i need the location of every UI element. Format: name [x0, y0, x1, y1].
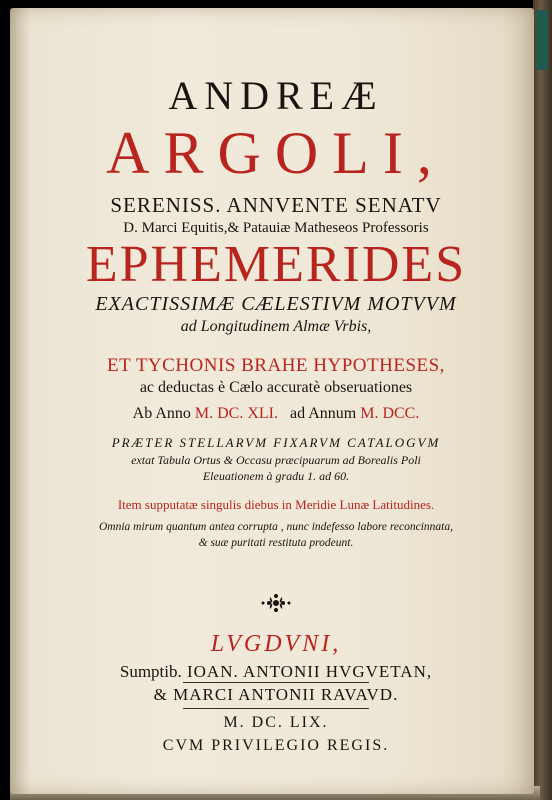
year-range-line	[0, 404, 552, 424]
range-start-year: M. DC. XLI.	[194, 405, 278, 422]
divider-rule-2	[183, 708, 369, 709]
publisher-line-2: & MARCI ANTONII RAVAVD.	[153, 685, 399, 704]
praeter-line-3: Eleuationem à gradu 1. ad 60.	[202, 469, 350, 483]
professor-line: D. Marci Equitis,& Patauiæ Matheseos Professoris	[123, 220, 429, 236]
city-line: LVGDVNI,	[210, 631, 342, 657]
subtitle-line-2: ad Longitudinem Almæ Vrbis,	[180, 318, 372, 335]
omnia-line-1: Omnia mirum quantum antea corrupta , nunc indefesso labore reconcinnata,	[98, 521, 453, 533]
item-line: Item supputatæ singulis diebus in Meridie Lunæ Latitudines.	[117, 497, 435, 512]
range-ad-label: ad Annum	[290, 405, 357, 422]
spine-tab	[536, 10, 548, 70]
range-end-year: M. DCC.	[360, 405, 420, 422]
publisher-name-1: IOAN. ANTONII HVGVETAN,	[186, 662, 433, 681]
praeter-line-1: PRÆTER STELLARVM FIXARVM CATALOGVM	[111, 435, 441, 450]
omnia-line-2: & suæ puritati restituta prodeunt.	[198, 537, 354, 549]
author-first-name: ANDREÆ	[168, 73, 384, 118]
deductas-line: ac deductas è Cælo accuratè obseruationes	[139, 379, 413, 396]
privilege-line: CVM PRIVILEGIO REGIS.	[162, 737, 390, 754]
printers-ornament-icon	[258, 592, 294, 614]
publisher-line-1	[0, 661, 552, 683]
sereniss-line: SERENISS. ANNVENTE SENATV	[110, 193, 442, 217]
tycho-line: ET TYCHONIS BRAHE HYPOTHESES,	[107, 355, 445, 376]
divider-rule-1	[183, 682, 369, 683]
range-ab-label: Ab Anno	[132, 405, 191, 422]
author-last-name: ARGOLI,	[106, 120, 446, 186]
imprint-year: M. DC. LIX.	[223, 714, 329, 731]
sumptib-label: Sumptib.	[119, 662, 182, 681]
main-title: EPHEMERIDES	[85, 236, 467, 293]
subtitle-line-1: EXACTISSIMÆ CÆLESTIVM MOTVVM	[95, 293, 457, 315]
praeter-line-2: extat Tabula Ortus & Occasu præcipuarum ad Borealis Poli	[131, 453, 421, 467]
